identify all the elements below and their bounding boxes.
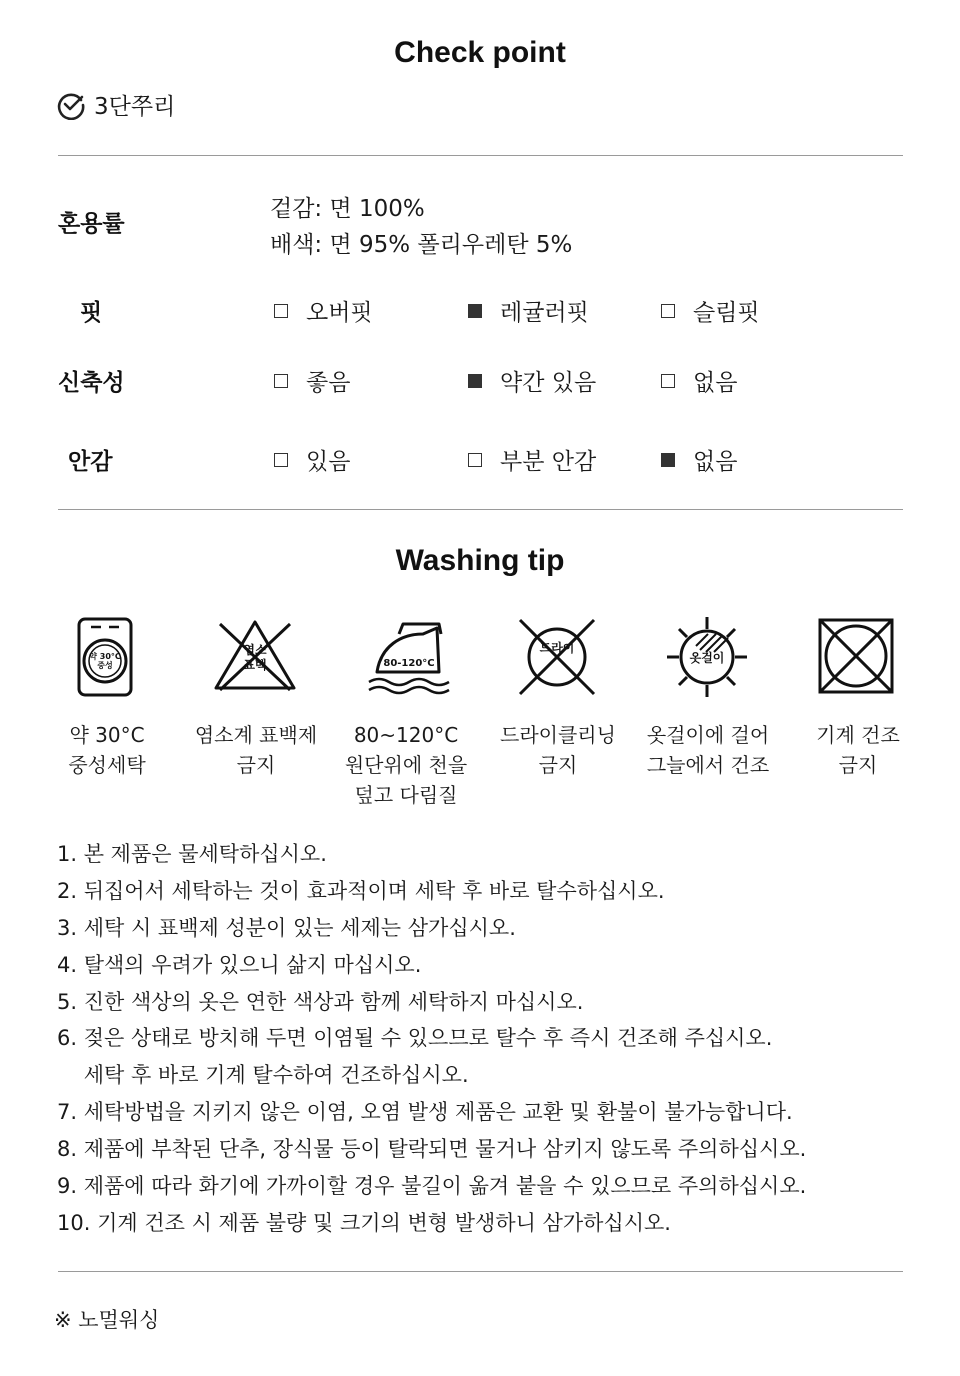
washing-machine-icon: [60, 614, 150, 704]
washing-label-iron: [321, 720, 491, 810]
washing-label-line: 원단위에 천을: [344, 753, 468, 777]
lining-option-none: [661, 443, 737, 476]
fit-checkbox-over: [274, 304, 288, 318]
care-note: 2. 뒤집어서 세탁하는 것이 효과적이며 세탁 후 바로 탈수하십시오.: [57, 879, 665, 903]
check-point-title: Check point: [394, 36, 566, 69]
washing-machine-icon-text: 약 30°C: [89, 652, 121, 661]
fit-option-slim: [661, 294, 760, 327]
care-note: 4. 탈색의 우려가 있으니 삶지 마십시오.: [57, 953, 422, 977]
care-note: 세탁 후 바로 기계 탈수하여 건조하십시오.: [57, 1063, 469, 1087]
lining-checkbox-none: [661, 453, 675, 467]
washing-label-line: 80~120°C: [353, 723, 459, 747]
lining-label: 안감: [68, 449, 113, 475]
washing-label-tumble-dry: [773, 720, 943, 780]
washing-machine-icon-text: 중성: [97, 661, 113, 670]
care-note: 8. 제품에 부착된 단추, 장식물 등이 탈락되면 물거나 삼키지 않도록 주의하십시오.: [57, 1137, 807, 1161]
composition-line-1: 겉감: 면 100%: [270, 196, 425, 222]
no-bleach-icon-text: 표백: [243, 658, 267, 672]
stretch-option-label: 좋음: [306, 370, 351, 396]
washing-label-dry-clean: [473, 720, 643, 780]
iron-icon: [363, 614, 453, 704]
stretch-checkbox-none: [661, 374, 675, 388]
fit-option-label: 슬림핏: [693, 300, 760, 326]
hang-dry-shade-icon: [662, 614, 752, 704]
care-note: 9. 제품에 따라 화기에 가까이할 경우 불길이 옮겨 붙을 수 있으므로 주의하십시오.: [57, 1174, 807, 1198]
washing-label-line: 기계 건조: [816, 723, 900, 747]
care-note: 7. 세탁방법을 지키지 않은 이염, 오염 발생 제품은 교환 및 환불이 불가능합니다.: [57, 1100, 793, 1124]
washing-label-line: 옷걸이에 걸어: [646, 723, 770, 747]
check-item: [56, 88, 175, 121]
stretch-option-label: 약간 있음: [500, 370, 597, 396]
fit-label: 핏: [80, 300, 103, 326]
lining-checkbox-partial: [468, 453, 482, 467]
check-circle-icon: [56, 90, 86, 120]
stretch-checkbox-good: [274, 374, 288, 388]
washing-label-line: 금지: [236, 753, 276, 777]
fit-checkbox-slim: [661, 304, 675, 318]
washing-label-line: 금지: [838, 753, 878, 777]
washing-label-line: 금지: [538, 753, 578, 777]
fit-option-regular: [468, 294, 589, 327]
fit-option-over: [274, 294, 373, 327]
no-bleach-icon: [210, 614, 300, 704]
washing-label-line: 드라이클리닝: [500, 723, 616, 747]
washing-label-line: 염소계 표백제: [194, 723, 318, 747]
washing-label-line: 그늘에서 건조: [646, 753, 770, 777]
care-note: 1. 본 제품은 물세탁하십시오.: [57, 842, 327, 866]
stretch-option-good: [274, 364, 350, 397]
wash-type-note: ※ 노멀워싱: [54, 1308, 160, 1332]
fit-checkbox-regular: [468, 304, 482, 318]
care-note: 6. 젖은 상태로 방치해 두면 이염될 수 있으므로 탈수 후 즉시 건조해 주십시오.: [57, 1026, 773, 1050]
care-note: 3. 세탁 시 표백제 성분이 있는 세제는 삼가십시오.: [57, 916, 516, 940]
divider-top: [58, 155, 903, 156]
lining-option-yes: [274, 443, 350, 476]
stretch-option-some: [468, 364, 596, 397]
washing-label-line: 중성세탁: [68, 753, 146, 777]
care-note: 10. 기계 건조 시 제품 불량 및 크기의 변형 발생하니 삼가하십시오.: [57, 1211, 671, 1235]
hang-dry-icon-text: 옷걸이: [689, 651, 725, 665]
lining-checkbox-yes: [274, 453, 288, 467]
fit-option-label: 레귤러핏: [500, 300, 589, 326]
fit-option-label: 오버핏: [306, 300, 373, 326]
washing-label-bleach: [171, 720, 341, 780]
lining-option-label: 없음: [693, 449, 738, 475]
washing-tip-title: Washing tip: [395, 544, 565, 577]
washing-label-line: 덮고 다림질: [354, 783, 458, 807]
lining-option-partial: [468, 443, 596, 476]
composition-label: 혼용률: [58, 211, 125, 237]
stretch-label: 신축성: [58, 370, 125, 396]
check-item-label: 3단쭈리: [94, 94, 176, 120]
composition-line-2: 배색: 면 95% 폴리우레탄 5%: [270, 232, 573, 258]
lining-option-label: 있음: [306, 449, 351, 475]
divider-bottom: [58, 1271, 903, 1272]
no-bleach-icon-text: 염소: [243, 643, 267, 657]
no-tumble-dry-icon: [811, 614, 901, 704]
iron-icon-text: 80-120°C: [383, 658, 435, 669]
divider-middle: [58, 509, 903, 510]
no-dry-clean-icon: [512, 614, 602, 704]
washing-label-hang-dry: [623, 720, 793, 780]
washing-label-machine: [22, 720, 192, 780]
washing-label-line: 약 30°C: [69, 723, 145, 747]
care-note: 5. 진한 색상의 옷은 연한 색상과 함께 세탁하지 마십시오.: [57, 990, 584, 1014]
stretch-checkbox-some: [468, 374, 482, 388]
stretch-option-label: 없음: [693, 370, 738, 396]
lining-option-label: 부분 안감: [500, 449, 597, 475]
stretch-option-none: [661, 364, 737, 397]
no-dry-clean-icon-text: 드라이: [539, 641, 575, 655]
